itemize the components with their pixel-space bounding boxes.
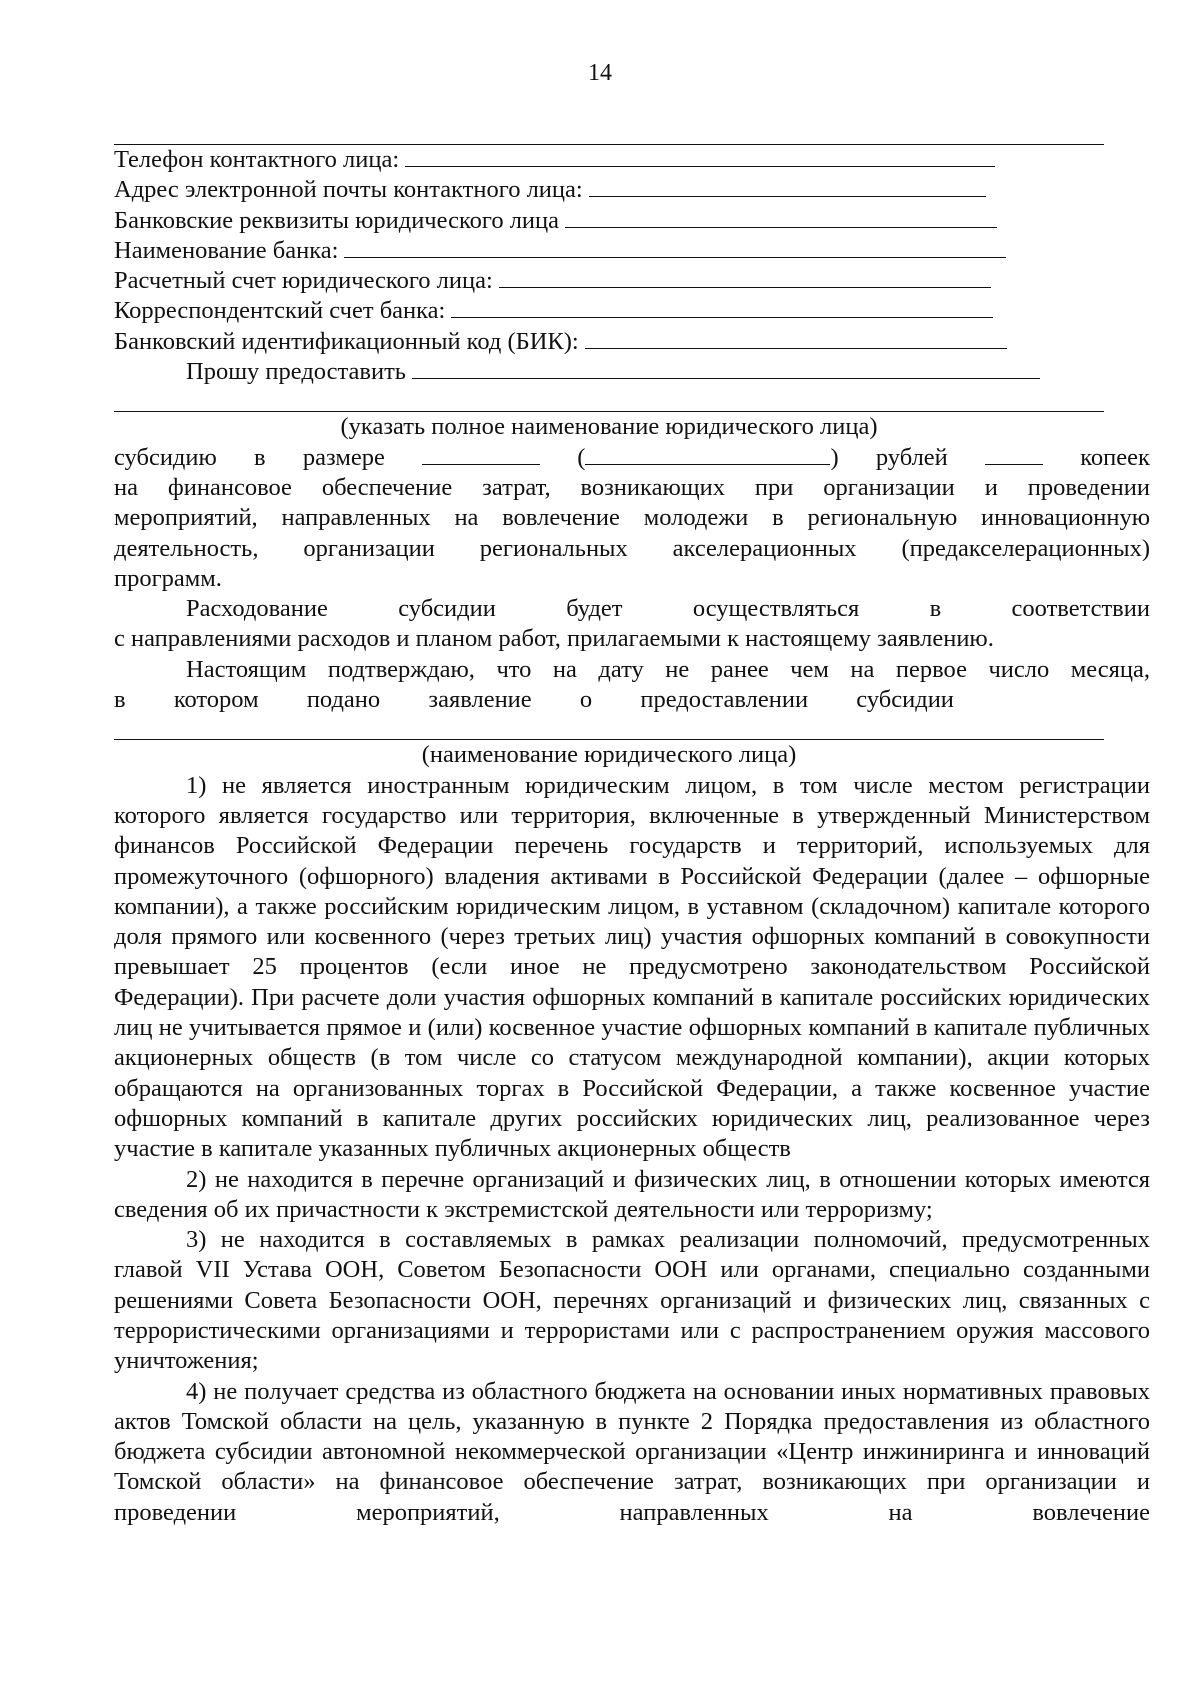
- document-body: [114, 130, 1150, 1528]
- legal-entity-name-line[interactable]: [114, 387, 1104, 412]
- confirm-word: предоставлении: [640, 686, 809, 714]
- confirm-word: субсидии: [856, 686, 954, 714]
- item-2: 2) не находится в перечне организаций и физических лиц, в отношении которых имеются сведения об их причастности к экстремистской деятельности или терроризму;: [114, 1165, 1150, 1223]
- kopecks-label: копеек: [1080, 443, 1150, 471]
- kopecks-field[interactable]: [985, 444, 1043, 465]
- subsidy-amount-row: [114, 443, 1150, 473]
- spending-word: соответствии: [1011, 595, 1150, 623]
- confirm-word: подано: [306, 686, 381, 714]
- top-rule: [114, 130, 1104, 145]
- correspondent-account-row: [114, 296, 1150, 326]
- purpose-line-3: деятельность, организации региональных акселерационных (предакселерационных): [114, 534, 1150, 562]
- email-field[interactable]: [589, 176, 986, 197]
- spending-line-2: с направлениями расходов и планом работ, прилагаемыми к настоящему заявлению.: [114, 625, 994, 653]
- subsidy-word-3: размере: [302, 443, 385, 471]
- correspondent-account-field[interactable]: [451, 297, 993, 318]
- request-row: [114, 357, 1150, 387]
- settlement-account-label: Расчетный счет юридического лица:: [114, 267, 493, 295]
- spending-line-1: [114, 594, 1150, 624]
- bank-name-label: Наименование банка:: [114, 236, 339, 264]
- bik-row: [114, 327, 1150, 357]
- confirm-word: в: [114, 686, 126, 714]
- bank-name-field[interactable]: [344, 237, 1006, 258]
- amount-words-field[interactable]: ( ): [577, 443, 839, 471]
- confirm-word: заявление: [428, 686, 532, 714]
- request-label: Прошу предоставить: [186, 358, 406, 386]
- bank-details-field[interactable]: [565, 207, 997, 228]
- subsidy-word-1: субсидию: [114, 443, 217, 471]
- bank-name-row: [114, 236, 1150, 266]
- confirm-line-1: Настоящим подтверждаю, что на дату не ранее чем на первое число месяца,: [186, 655, 1150, 683]
- spending-word: субсидии: [398, 595, 496, 623]
- spending-word: будет: [566, 595, 623, 623]
- item-1: 1) не является иностранным юридическим лицом, в том числе местом регистрации которого является государство или территория, включенные в утвержденный Министерством финансов Российской Федерации перечень государств и территорий, используемых для промежуточного (офшорного) владения активами в Российской Федерации (далее – офшорные компании), а также российским юридическим лицом, в уставном (складочном) капитале которого доля прямого или косвенного (через третьих лиц) участия офшорных компаний в совокупности превышает 25 процентов (если иное не предусмотрено законодательством Российской Федерации). При расчете доли участия офшорных компаний в капитале российских юридических лиц не учитывается прямое и (или) косвенное участие офшорных компаний в капитале публичных акционерных обществ (в том числе со статусом международной компании), акции которых обращаются на организованных торгах в Российской Федерации, а также косвенное участие офшорных компаний в капитале других российских юридических лиц, реализованное через участие в капитале указанных публичных акционерных обществ: [114, 771, 1150, 1163]
- phone-row: [114, 145, 1150, 175]
- bik-label: Банковский идентификационный код (БИК):: [114, 327, 579, 355]
- bank-details-row: [114, 206, 1150, 236]
- purpose-line-2: мероприятий, направленных на вовлечение молодежи в региональную инновационную: [114, 504, 1150, 532]
- confirm-line-2: [114, 685, 1150, 715]
- phone-field[interactable]: [405, 146, 995, 167]
- confirm-word: о: [579, 686, 593, 714]
- amount-digits-field[interactable]: [422, 444, 540, 465]
- item-3: 3) не находится в составляемых в рамках реализации полномочий, предусмотренных главой VII Устава ООН, Советом Безопасности ООН или органами, специально созданными решениями Совета Безопасности ООН, перечнях организаций и физических лиц, связанных с террористическими организациями и террористами или с распространением оружия массового уничтожения;: [114, 1226, 1150, 1375]
- legal-entity-short-name-line[interactable]: [114, 715, 1104, 740]
- confirm-word: котором: [173, 686, 259, 714]
- email-row: [114, 175, 1150, 205]
- spending-word: в: [929, 595, 942, 623]
- purpose-line-4: программ.: [114, 564, 222, 592]
- settlement-account-field[interactable]: [499, 267, 991, 288]
- item-4: 4) не получает средства из областного бюджета на основании иных нормативных правовых актов Томской области на цель, указанную в пункте 2 Порядка предоставления из областного бюджета субсидии автономной некоммерческой организации «Центр инжиниринга и инноваций Томской области» на финансовое обеспечение затрат, возникающих при организации и проведении мероприятий, направленных на вовлечение: [114, 1377, 1150, 1526]
- settlement-account-row: [114, 266, 1150, 296]
- bik-field[interactable]: [585, 328, 1007, 349]
- email-label: Адрес электронной почты контактного лица:: [114, 176, 583, 204]
- spending-word: Расходование: [186, 595, 328, 623]
- subsidy-word-2: в: [254, 443, 266, 471]
- phone-label: Телефон контактного лица:: [114, 146, 400, 173]
- bank-details-label: Банковские реквизиты юридического лица: [114, 206, 560, 234]
- page-number: 14: [588, 60, 612, 86]
- caption-full-name: (указать полное наименование юридического лица): [340, 413, 878, 441]
- spending-word: осуществляться: [692, 595, 860, 623]
- request-field[interactable]: [412, 358, 1040, 379]
- rubles-label: рублей: [875, 443, 948, 471]
- caption-name: (наименование юридического лица): [421, 741, 797, 769]
- correspondent-account-label: Корреспондентский счет банка:: [114, 297, 446, 325]
- purpose-line-1: на финансовое обеспечение затрат, возникающих при организации и проведении: [114, 473, 1150, 501]
